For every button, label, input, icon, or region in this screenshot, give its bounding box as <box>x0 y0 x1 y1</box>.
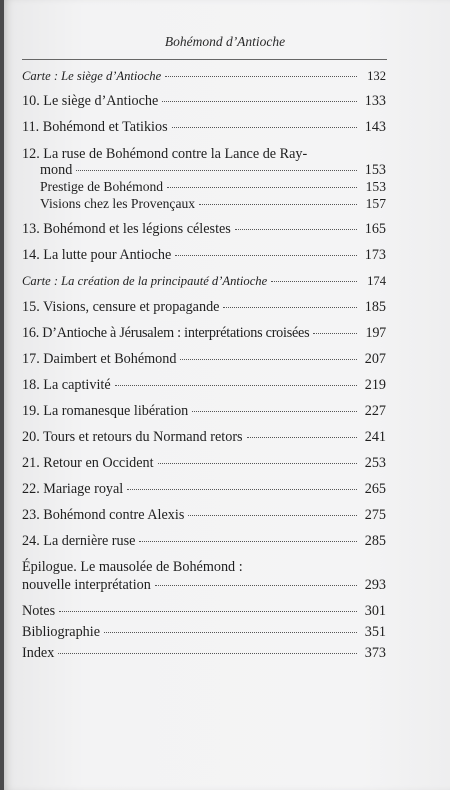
toc-entry-page: 197 <box>365 325 386 341</box>
toc-entry-page: 275 <box>364 507 386 523</box>
dot-leader <box>175 255 357 256</box>
dot-leader <box>271 281 357 282</box>
toc-entry-title: Carte : La création de la principauté d’Antioche <box>22 274 268 288</box>
toc-entry-page: 153 <box>365 179 386 194</box>
toc-entry-map-principaute <box>22 273 386 289</box>
toc-entry-page: 132 <box>367 69 386 83</box>
toc-entry-page: 227 <box>364 403 386 419</box>
toc-entry-page: 185 <box>364 299 386 315</box>
dot-leader <box>139 541 357 542</box>
running-head: Bohémond d’Antioche <box>164 34 286 49</box>
toc-entry-notes <box>22 603 386 619</box>
toc-entry-title: Visions chez les Provençaux <box>40 196 196 211</box>
toc-entry-title: Notes <box>22 603 56 619</box>
toc-entry-epilogue <box>22 577 386 593</box>
toc-entry-chapter-16 <box>22 325 386 341</box>
toc-entry-page: 174 <box>367 274 386 288</box>
toc-entry-page: 133 <box>364 93 386 109</box>
dot-leader <box>172 127 357 128</box>
dot-leader <box>167 187 357 188</box>
dot-leader <box>155 585 357 586</box>
header-rule <box>22 59 387 60</box>
toc-entry-chapter-19 <box>22 403 386 419</box>
toc-entry-title-continued: nouvelle interprétation <box>22 577 151 593</box>
toc-entry-chapter-14 <box>22 247 386 263</box>
toc-entry-page: 173 <box>364 247 386 263</box>
toc-entry-title: Bibliographie <box>22 624 101 640</box>
dot-leader <box>115 385 357 386</box>
dot-leader <box>188 515 357 516</box>
toc-entry-title: Index <box>22 645 55 661</box>
toc-entry-chapter-13 <box>22 221 386 237</box>
dot-leader <box>76 170 357 171</box>
toc-entry-page: 265 <box>364 481 386 497</box>
toc-entry-title: 13. Bohémond et les légions célestes <box>22 221 231 237</box>
dot-leader <box>235 229 357 230</box>
toc-entry-page: 153 <box>364 162 386 178</box>
toc-entry-page: 219 <box>364 377 386 393</box>
dot-leader <box>59 611 357 612</box>
dot-leader <box>180 359 357 360</box>
toc-entry-chapter-17 <box>22 351 386 367</box>
toc-entry-title: 17. Daimbert et Bohémond <box>22 351 177 367</box>
toc-entry-chapter-24 <box>22 533 386 549</box>
toc-entry-map-siege <box>22 68 386 84</box>
toc-entry-page: 241 <box>364 429 386 445</box>
toc-entry-title: 24. La dernière ruse <box>22 533 136 549</box>
toc-entry-chapter-20 <box>22 429 386 445</box>
toc-entry-title: 21. Retour en Occident <box>22 455 154 471</box>
toc-entry-title: 10. Le siège d’Antioche <box>22 93 159 109</box>
toc-entry-page: 165 <box>364 221 386 237</box>
toc-entry-title: 22. Mariage royal <box>22 481 124 497</box>
toc-entry-title: 11. Bohémond et Tatikios <box>22 119 168 135</box>
toc-entry-bibliographie <box>22 624 386 640</box>
toc-entry-chapter-12 <box>40 162 386 178</box>
dot-leader <box>162 101 357 102</box>
toc-entry-chapter-10 <box>22 93 386 109</box>
toc-entry-page: 143 <box>364 119 386 135</box>
toc-entry-page: 285 <box>364 533 386 549</box>
toc-entry-page: 157 <box>365 196 386 211</box>
toc-entry-title: 14. La lutte pour Antioche <box>22 247 172 263</box>
dot-leader <box>165 76 357 77</box>
dot-leader <box>199 204 357 205</box>
dot-leader <box>192 411 357 412</box>
toc-entry-title: Prestige de Bohémond <box>40 179 164 194</box>
toc-subentry-visions <box>40 196 386 212</box>
toc-entry-chapter-18 <box>22 377 386 393</box>
toc-entry-chapter-15 <box>22 299 386 315</box>
toc-entry-title: 20. Tours et retours du Normand retors <box>22 429 243 445</box>
dot-leader <box>158 463 357 464</box>
toc-entry-page: 351 <box>364 624 386 640</box>
toc-entry-title: 15. Visions, censure et propagande <box>22 299 220 315</box>
dot-leader <box>104 632 357 633</box>
toc-entry-chapter-12-line1: 12. La ruse de Bohémond contre la Lance de Ray- <box>22 146 308 162</box>
toc-entry-title: 16. D’Antioche à Jérusalem : interprétations croisées <box>22 325 310 341</box>
toc-entry-chapter-23 <box>22 507 386 523</box>
toc-subentry-prestige <box>40 179 386 195</box>
toc-entry-title: 18. La captivité <box>22 377 111 393</box>
toc-entry-page: 253 <box>364 455 386 471</box>
toc-entry-chapter-21 <box>22 455 386 471</box>
toc-entry-epilogue-line1: Épilogue. Le mausolée de Bohémond : <box>22 559 243 575</box>
toc-entry-page: 301 <box>364 603 386 619</box>
toc-entry-title: 23. Bohémond contre Alexis <box>22 507 185 523</box>
dot-leader <box>58 653 357 654</box>
toc-entry-page: 293 <box>364 577 386 593</box>
dot-leader <box>247 437 357 438</box>
toc-entry-page: 207 <box>364 351 386 367</box>
dot-leader <box>127 489 357 490</box>
dot-leader <box>313 333 357 334</box>
toc-entry-title: 19. La romanesque libération <box>22 403 189 419</box>
toc-entry-chapter-22 <box>22 481 386 497</box>
toc-entry-chapter-11 <box>22 119 386 135</box>
toc-entry-title: Carte : Le siège d’Antioche <box>22 69 162 83</box>
toc-entry-index <box>22 645 386 661</box>
toc-entry-page: 373 <box>364 645 386 661</box>
toc-entry-title-continued: mond <box>40 162 73 178</box>
dot-leader <box>223 307 357 308</box>
